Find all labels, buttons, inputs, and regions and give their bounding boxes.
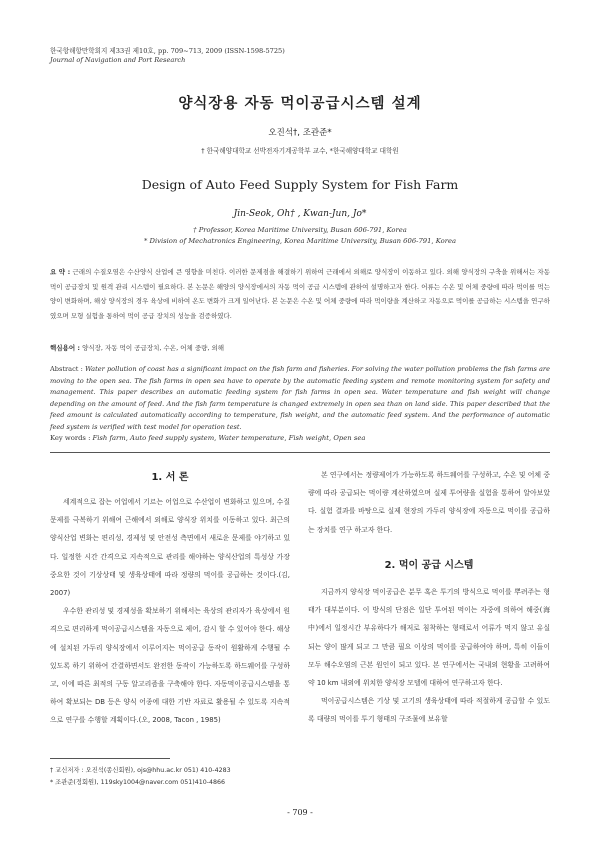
keywords-korean-label: 핵심용어 : [50,344,80,352]
section-1-heading: 1. 서 론 [151,472,189,483]
keywords-korean [50,343,550,352]
paper-title-korean: 양식장용 자동 먹이공급시스템 설계 [178,96,422,112]
abstract-english [50,364,550,433]
keywords-english-text: Fish farm, Auto feed supply system, Water temperature, Fish weight, Open sea [92,434,366,442]
affiliation-korean: † 한국해양대학교 선박전자기계공학부 교수, *한국해양대학교 대학원 [201,147,399,155]
divider-line [50,452,550,453]
page-number: - 709 - [287,808,313,817]
section-1-paragraph-2: 우수한 관리성 및 경제성을 확보하기 위해서는 육상의 관리자가 육상에서 원격으로 편리하게 먹이공급시스템을 자동으로 제어, 감시 할 수 있어야 한다. 해상에 설치된 가두리 양식장에서 이루어지는 먹이공급 동작이 원활하게 수행될 수 있도록 하기 위하여 간결하면서도 완전한 동작이 가능하도록 하드웨어를 구성하고, 이에 따른 최적의 구동 알고리즘을 구축해야 한다. 자동먹이공급시스템을 통하여 확보되는 DB 등은 양식 어종에 대한 기반 자료로 활용될 수 있도록 지속적으로 연구를 수행할 계획이다.(오, 2008, Tacon , 1985) [50,607,290,725]
footnote-corresponding-author: † 교신저자 : 오진석(종신회원), ojs@hhu.ac.kr 051) 410-4283 [50,767,231,774]
abstract-english-text: Water pollution of coast has a significant impact on the fish farm and fisheries. For solving the water pollution problems the fish farms are moving to the open sea. The fish farms in open sea have to operate by the automatic feeding system and remote monitoring system for safety and management. This paper describes an automatic feeding system for fish farms in open sea. Water temperature and fish weight will change depending on the amount of feed. And the fish farm temperature is changed extremely in open sea than on land side. This paper described that the feed amount is calculated automatically according to temperature, fish weight, and the automatic feed system. And the performance of automatic feed system is verified with test model for operation test. [50,365,550,431]
authors-english: Jin-Seok, Oh† , Kwan-Jun, Jo* [233,209,367,219]
paper-title-english: Design of Auto Feed Supply System for Fish Farm [141,177,459,192]
footnotes [50,765,310,788]
section-2-heading: 2. 먹이 공급 시스템 [384,560,474,571]
section-2-paragraph-2: 먹이공급시스템은 기상 및 고기의 생육상태에 따라 적절하게 공급할 수 있도록 대량의 먹이를 투기 형태의 구조물에 보유할 [308,697,550,724]
journal-name: Journal of Navigation and Port Research [50,56,186,64]
footnote-coauthor: * 조관준(정회원), 119sky1004@naver.com 051)410-4866 [50,778,226,786]
affiliation-english [0,225,600,247]
abstract-korean-label: 요 약 : [50,268,71,276]
keywords-korean-text: 양식장, 자동 먹이 공급장치, 수온, 어체 중량, 외해 [82,344,225,352]
abstract-english-label: Abstract : [50,365,83,373]
authors-korean: 오진석†, 조관준* [268,128,332,138]
abstract-korean [50,265,550,324]
affiliation-english-1: † Professor, Korea Maritime University, Busan 606-791, Korea [193,226,407,234]
intro-continuation: 본 연구에서는 정량제어가 가능하도록 하드웨어를 구성하고, 수온 및 어체 중량에 따라 공급되는 먹이량 계산하였으며 실제 투여량을 실험을 통하여 알아보았다. 실험 결과를 바탕으로 실제 현장의 가두리 양식장에 자동으로 먹이를 공급하는 장치를 연구 하고자 한다. [308,471,550,534]
keywords-english [50,434,550,442]
affiliation-english-2: * Division of Mechatronics Engineering, Korea Maritime University, Busan 606-791, Korea [143,237,457,245]
section-2-body [308,583,550,729]
abstract-korean-text: 근래의 수질오염은 수산양식 산업에 큰 영향을 미친다. 이러한 문제점을 해결하기 위하여 근래에서 외해로 양식장이 이동하고 있다. 외해 양식장의 구축을 위해서는 자동먹이 공급장치 및 원격 관리 시스템이 필요하다. 본 논문은 해양의 양식장에서의 자동 먹이 공급 시스템에 관하여 설명하고자 한다. 어류는 수온 및 어체 중량에 따라 먹이를 먹는 양이 변화하며, 해상 양식장의 경우 육상에 비하여 온도 변화가 크게 일어난다. 본 논문은 수온 및 어체 중량에 따라 먹이량을 계산하고 자동으로 먹이를 공급하는 시스템을 연구하였으며 모형 실험을 통하여 먹이 공급 장치의 성능을 검증하였다. [50,268,550,321]
footnote-divider [50,758,170,759]
keywords-english-label: Key words : [50,434,91,442]
section-1-paragraph-1: 세계적으로 잡는 어업에서 기르는 어업으로 수산업이 변화하고 있으며, 수질문제를 극복하기 위해여 근해에서 외해로 양식장 위치를 이동하고 있다. 최근의 양식산업 변화는 편리성, 경제성 및 안전성 측면에서 새로운 문제를 야기하고 있다. 일정한 시간 간격으로 지속적으로 관리를 해야하는 양식산업의 특성상 가장 중요한 것이 기상상태 및 생육상태에 따라 정량의 먹이를 공급하는 것이다.(김, 2007) [50,498,290,598]
journal-header [50,47,285,65]
journal-citation: 한국항해항만학회지 제33권 제10호, pp. 709~713, 2009 (ISSN-1598-5725) [50,47,285,55]
section-1-body [50,493,290,730]
section-2-paragraph-1: 지금까지 양식장 먹이공급은 분무 혹은 투기의 방식으로 먹이를 뿌려주는 형태가 대부분이다. 이 방식의 단점은 일단 투여된 먹이는 자중에 의하여 해중(海中)에서 일정시간 부유하다가 해저로 침착하는 형태로서 어류가 먹지 않고 유실되는 양이 많게 되고 그 만큼 필요 이상의 먹이를 공급하여야 하며, 특히 이들이 모두 해수오염의 근본 원인이 되고 있다. 본 연구에서는 국내외 현황을 고려하여 약 10 km 내외에 위치한 양식장 모델에 대하여 연구하고자 한다. [308,588,550,688]
right-column-intro [308,466,550,539]
